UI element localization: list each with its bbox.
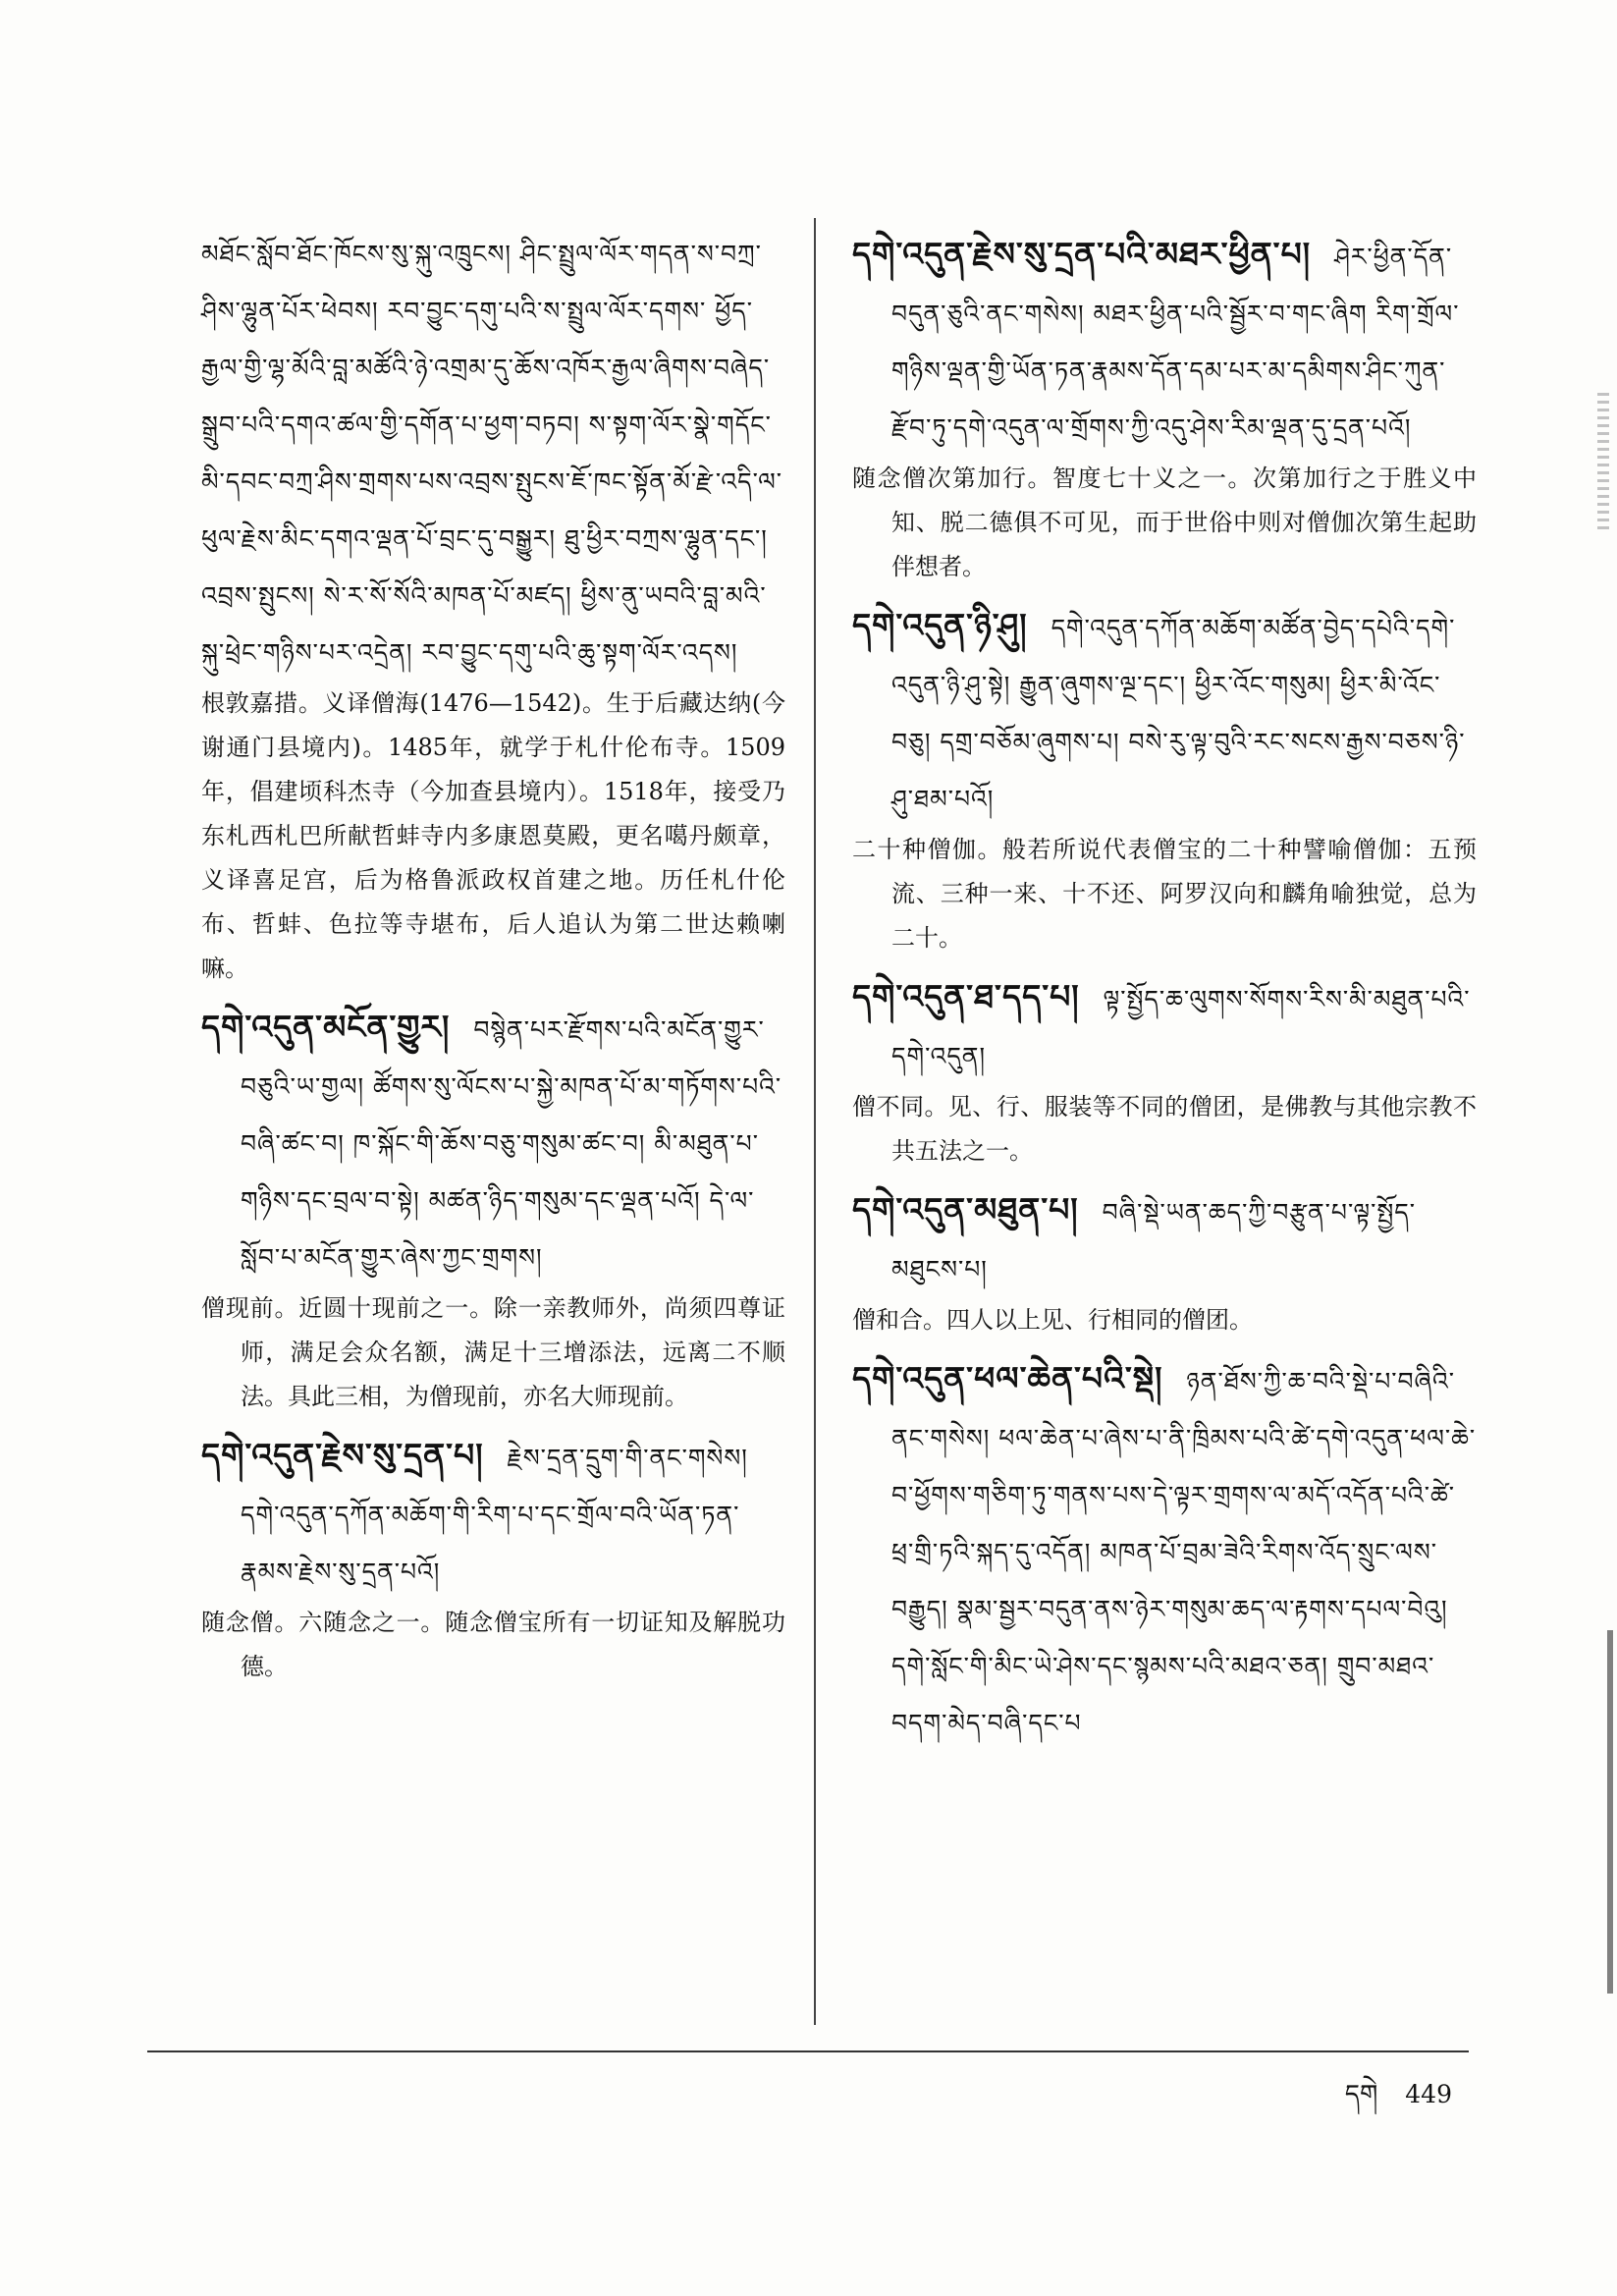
chinese-definition: 随念僧次第加行。智度七十义之一。次第加行之于胜义中知、脱二德俱不可见，而于世俗中则对僧伽次第生起助伴想者。 xyxy=(852,465,1477,580)
tibetan-definition: དགེ་འདུན་དཀོན་མཆོག་མཚོན་བྱེད་དཔེའི་དགེ་འདུན་ཉི་ཤུ་སྟེ། རྒྱུན་ཞུགས་ལྔ་དང་། ཕྱིར་འོང་གསུམ། ཕྱིར་མི་འོང་བཅུ། དགྲ་བཅོམ་ཞུགས་པ། བསེ་རུ་ལྟ་བུའི་རང་སངས་རྒྱས་བཅས་ཉི་ཤུ་ཐམ་པའོ། xyxy=(891,614,1466,813)
chinese-text: 根敦嘉措。义译僧海(1476—1542)。生于后藏达纳(今谢通门县境内)。1485年，就学于札什伦布寺。1509年，倡建顷科杰寺（今加查县境内）。1518年，接受乃东札西札巴所献哲蚌寺内多康恩莫殿，更名噶丹颇章，义译喜足宫，后为格鲁派政权首建之地。历任札什伦布、哲蚌、色拉等寺堪布，后人追认为第二世达赖喇嘛。 xyxy=(201,689,785,982)
dictionary-entry xyxy=(852,968,1477,1174)
dictionary-entry xyxy=(852,1181,1477,1342)
entry-continued xyxy=(201,226,785,991)
tibetan-definition: བསྙེན་པར་རྫོགས་པའི་མངོན་གྱུར་བཅུའི་ཡ་གྱལ། ཚོགས་སུ་ལོངས་པ་སྐྱེ་མཁན་པོ་མ་གཏོགས་པའི་བཞི་ཚང་བ། ཁ་སྐོང་གི་ཆོས་བཅུ་གསུམ་ཚང་བ། མི་མཐུན་པ་གཉིས་དང་བྲལ་བ་སྟེ། མཚན་ཉིད་གསུམ་དང་ལྡན་པའོ། དེ་ལ་སློབ་པ་མངོན་གྱུར་ཞེས་ཀྱང་གྲགས། xyxy=(241,1015,782,1272)
tibetan-definition: ཤེར་ཕྱིན་དོན་བདུན་ཅུའི་ནང་གསེས། མཐར་ཕྱིན་པའི་སྦྱོར་བ་གང་ཞིག རིག་གྲོལ་གཉིས་ལྡན་གྱི་ཡོན་ཏན་རྣམས་དོན་དམ་པར་མ་དམིགས་ཤིང་ཀུན་རྫོབ་ཏུ་དགེ་འདུན་ལ་གྲོགས་ཀྱི་འདུ་ཤེས་རིམ་ལྡན་དུ་དྲན་པའོ། xyxy=(891,243,1460,442)
entry-headword: དགེ་འདུན་མངོན་གྱུར། xyxy=(201,1008,451,1046)
right-column xyxy=(852,226,1477,1760)
left-column xyxy=(201,226,785,1697)
tibetan-definition: བཞི་སྡེ་ཡན་ཆད་ཀྱི་བརྩུན་པ་ལྟ་སྤྱོད་མཐུངས་པ། xyxy=(891,1198,1416,1284)
chinese-definition: 随念僧。六随念之一。随念僧宝所有一切证知及解脱功德。 xyxy=(201,1609,785,1680)
tibetan-definition: རྗེས་དྲན་དྲུག་གི་ནང་གསེས། དགེ་འདུན་དཀོན་མཆོག་གི་རིག་པ་དང་གྲོལ་བའི་ཡོན་ཏན་རྣམས་རྗེས་སུ་དྲན་པའོ། xyxy=(241,1444,748,1586)
chinese-definition: 二十种僧伽。般若所说代表僧宝的二十种譬喻僧伽：五预流、三种一来、十不还、阿罗汉向和麟角喻独觉，总为二十。 xyxy=(852,836,1477,952)
entry-headword: དགེ་འདུན་རྗེས་སུ་དྲན་པ། xyxy=(201,1436,484,1474)
footer-rule xyxy=(147,2050,1469,2052)
entry-headword: དགེ་འདུན་ཕལ་ཆེན་པའི་སྡེ། xyxy=(852,1359,1163,1397)
entry-headword: དགེ་འདུན་ཐ་དད་པ། xyxy=(852,977,1080,1015)
page-number: 449 xyxy=(1405,2080,1452,2108)
dictionary-entry xyxy=(852,1350,1477,1752)
chinese-definition: 僧不同。见、行、服装等不同的僧团，是佛教与其他宗教不共五法之一。 xyxy=(852,1093,1477,1165)
column-divider xyxy=(814,218,816,2025)
page-footer xyxy=(1345,2066,1452,2138)
entry-headword: དགེ་འདུན་རྗེས་སུ་དྲན་པའི་མཐར་ཕྱིན་པ། xyxy=(852,235,1312,273)
entry-headword: དགེ་འདུན་མཐུན་པ། xyxy=(852,1190,1079,1229)
dictionary-entry xyxy=(201,999,785,1419)
dictionary-entry xyxy=(201,1427,785,1689)
scan-edge-marks xyxy=(1597,393,1609,530)
dictionary-entry xyxy=(852,597,1477,960)
tibetan-text: མཐོང་སློབ་ཐོང་ཁོངས་སུ་སྐུ་འཁྲུངས། ཤིང་སྤྲུལ་ལོར་གདན་ས་བཀྲ་ཤིས་ལྷུན་པོར་ཕེབས། རབ་བྱུང་དགུ་པའི་ས་སྤྲུལ་ལོར་དགས་ ཕྱོད་རྒྱལ་གྱི་ལྷ་མོའི་བླ་མཚོའི་ཉེ་འགྲམ་དུ་ཆོས་འཁོར་རྒྱལ་ཞིགས་བཞེད་སྒྲུབ་པའི་དགའ་ཚལ་གྱི་དགོན་པ་ཕྱག་བཏབ། ས་སྟག་ལོར་སྣེ་གདོང་མི་དབང་བཀྲ་ཤིས་གྲགས་པས་འབྲས་སྤུངས་ཇོ་ཁང་སྟོན་མོ་རྫེ་འདི་ལ་ཕུལ་རྗེས་མིང་དགའ་ལྡན་པོ་བྲང་དུ་བསྒྱུར། ཐུ་ཕྱིར་བཀྲས་ལྷུན་དང་། འབྲས་སྤུངས། སེ་ར་སོ་སོའི་མཁན་པོ་མཛད། ཕྱིས་ནུ་ཡབའི་བླ་མའི་སྐུ་ཕྲེང་གཉིས་པར་འདྲེན། རབ་བྱུང་དགུ་པའི་ཆུ་སྟག་ལོར་འདས། xyxy=(201,240,783,667)
tibetan-definition: ལྟ་སྤྱོད་ཆ་ལུགས་སོགས་རིས་མི་མཐུན་པའི་དགེ་འདུན། xyxy=(891,985,1471,1070)
chinese-definition: 僧和合。四人以上见、行相同的僧团。 xyxy=(852,1306,1253,1334)
entry-headword: དགེ་འདུན་ཉི་ཤུ། xyxy=(852,606,1028,644)
scan-edge-bar xyxy=(1607,1630,1613,1994)
chinese-definition: 僧现前。近圆十现前之一。除一亲教师外，尚须四尊证师，满足会众名额，满足十三增添法，远离二不顺法。具此三相，为僧现前，亦名大师现前。 xyxy=(201,1294,785,1410)
tibetan-definition: ཉན་ཐོས་ཀྱི་ཆ་བའི་སྡེ་པ་བཞིའི་ནང་གསེས། ཕལ་ཆེན་པ་ཞེས་པ་ནི་ཁྲིམས་པའི་ཚེ་དགེ་འདུན་ཕལ་ཆེ་བ་ཕྱོགས་གཅིག་ཏུ་གནས་པས་དེ་ལྟར་གྲགས་ལ་མདོ་འདོན་པའི་ཚེ་ཕྲ་གྲི་ཏའི་སྐད་དུ་འདོན། མཁན་པོ་བྲམ་ཟེའི་རིགས་འོད་སྲུང་ལས་བརྒྱུད། སྣམ་སྦྱར་བདུན་ནས་ཉེར་གསུམ་ཆད་ལ་རྟགས་དཔལ་བེའུ། དགེ་སློང་གི་མིང་ཡེ་ཤེས་དང་སྙམས་པའི་མཐའ་ཅན། གྲུབ་མཐའ་བདག་མེད་བཞི་དང་པ xyxy=(891,1367,1477,1737)
dictionary-entry xyxy=(852,226,1477,589)
running-head: དགེ xyxy=(1344,2080,1378,2109)
